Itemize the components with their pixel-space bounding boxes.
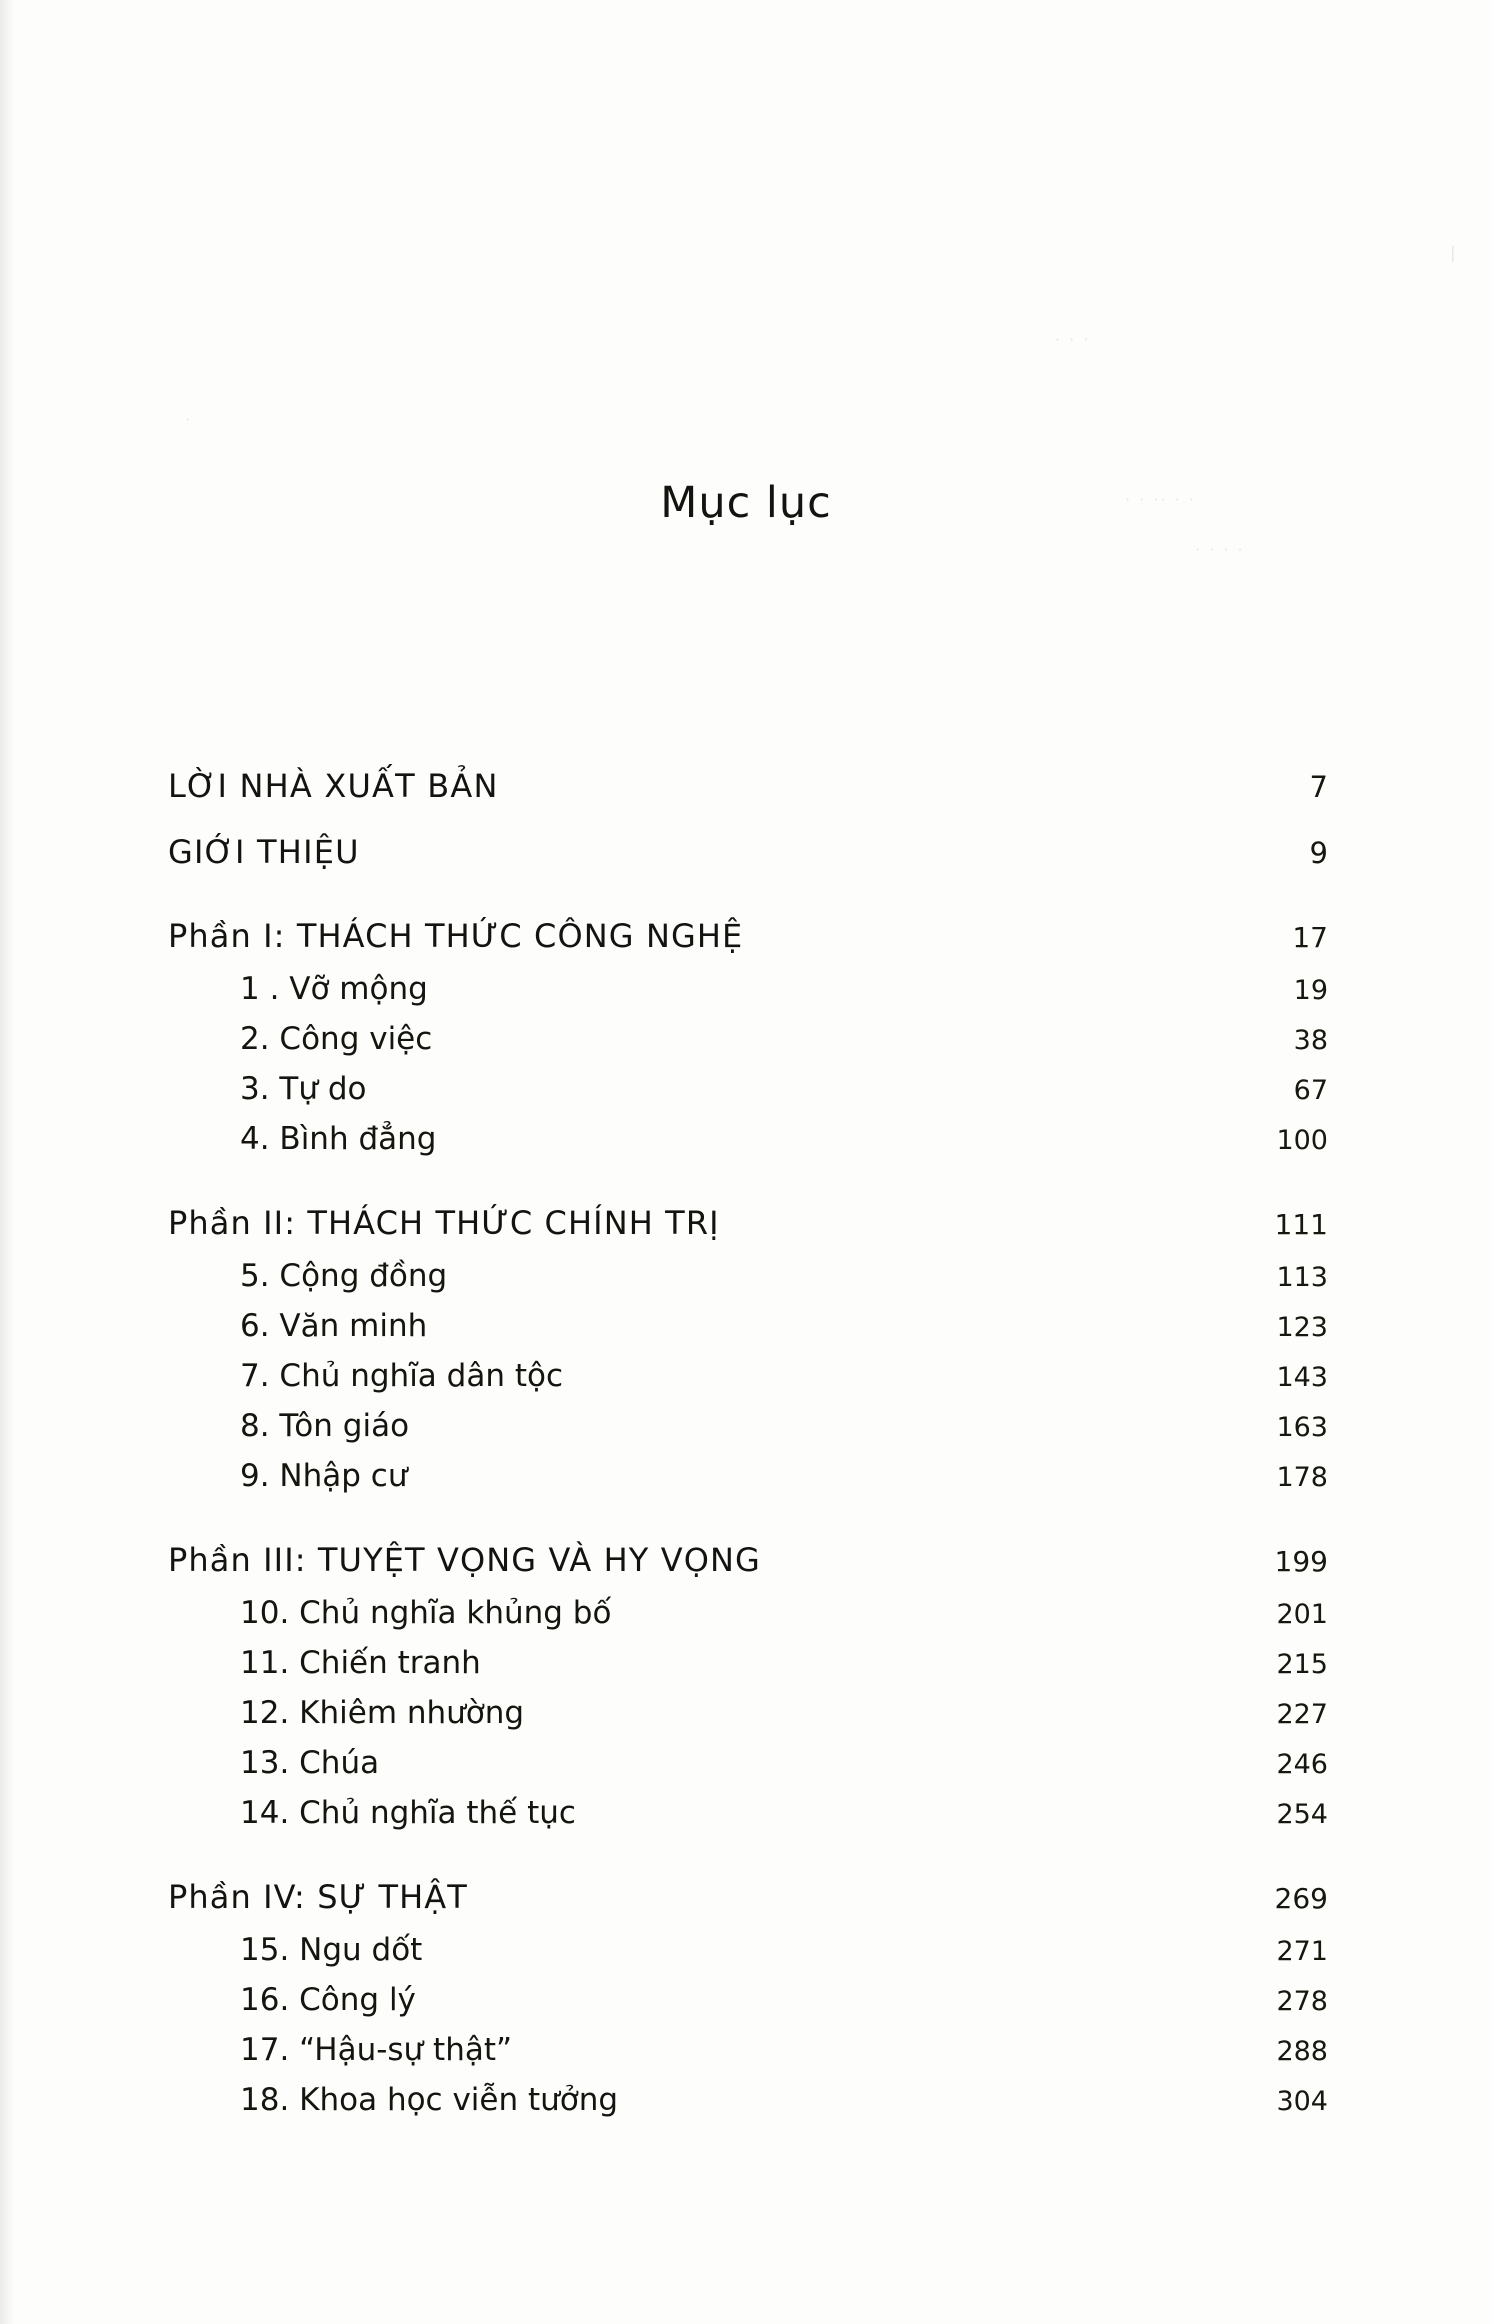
toc-chapter-label: 8. Tôn giáo [240, 1408, 410, 1444]
toc-chapter[interactable] [168, 1021, 1328, 1057]
toc-entry-page: 9 [1309, 836, 1328, 870]
toc-chapter-label: 2. Công việc [240, 1021, 433, 1057]
toc-chapter-label: 15. Ngu dốt [240, 1932, 423, 1968]
toc-chapter-page: 67 [1293, 1075, 1328, 1106]
toc-chapter[interactable] [168, 1795, 1328, 1831]
toc-chapter[interactable] [168, 1982, 1328, 2018]
toc-chapter-page: 113 [1276, 1262, 1328, 1293]
toc-chapter-page: 288 [1276, 2036, 1328, 2067]
toc-chapter-page: 178 [1276, 1462, 1328, 1493]
toc-entry-label: GIỚI THIỆU [168, 833, 360, 871]
toc-part-label: Phần III: TUYỆT VỌNG VÀ HY VỌNG [168, 1541, 761, 1579]
toc-chapter-label: 16. Công lý [240, 1982, 416, 2018]
toc-chapter[interactable] [168, 2082, 1328, 2118]
page-title: Mục lục [660, 478, 832, 528]
toc-chapter-label: 7. Chủ nghĩa dân tộc [240, 1358, 564, 1394]
toc-chapter-page: 38 [1293, 1025, 1328, 1056]
scan-artifact: · [185, 410, 193, 429]
toc-chapter[interactable] [168, 1121, 1328, 1157]
toc-chapter[interactable] [168, 2032, 1328, 2068]
toc-chapter-page: 304 [1276, 2086, 1328, 2117]
toc-chapter[interactable] [168, 1258, 1328, 1294]
toc-chapter[interactable] [168, 1458, 1328, 1494]
toc-chapter[interactable] [168, 1695, 1328, 1731]
toc-chapter-label: 14. Chủ nghĩa thế tục [240, 1795, 576, 1831]
toc-chapter-label: 12. Khiêm nhường [240, 1695, 525, 1731]
toc-chapter-label: 13. Chúa [240, 1745, 380, 1781]
toc-chapter-label: 18. Khoa học viễn tưởng [240, 2082, 619, 2118]
toc-part-group [168, 1878, 1328, 2118]
toc-chapter-label: 5. Cộng đồng [240, 1258, 448, 1294]
toc-chapter-label: 1 . Vỡ mộng [240, 971, 428, 1007]
toc-chapter-page: 278 [1276, 1986, 1328, 2017]
toc-chapter-page: 246 [1276, 1749, 1328, 1780]
toc-entry-front-matter[interactable] [168, 833, 1328, 871]
toc-chapter[interactable] [168, 1308, 1328, 1344]
toc-chapter[interactable] [168, 1645, 1328, 1681]
toc-entry-page: 7 [1309, 770, 1328, 804]
toc-chapter-label: 6. Văn minh [240, 1308, 428, 1344]
toc-chapter-label: 9. Nhập cư [240, 1458, 408, 1494]
toc-chapter[interactable] [168, 1358, 1328, 1394]
toc-part-group [168, 1204, 1328, 1494]
toc-entry-label: LỜI NHÀ XUẤT BẢN [168, 767, 499, 805]
scan-artifact: · · ·· · · [1125, 490, 1196, 509]
toc-chapter-label: 4. Bình đẳng [240, 1121, 437, 1157]
toc-chapter-page: 215 [1276, 1649, 1328, 1680]
toc-chapter[interactable] [168, 1745, 1328, 1781]
toc-chapter[interactable] [168, 1932, 1328, 1968]
toc-part-label: Phần IV: SỰ THẬT [168, 1878, 468, 1916]
toc-part-page: 17 [1292, 921, 1328, 954]
toc-chapter-page: 19 [1293, 975, 1328, 1006]
scan-artifact: · · · [1054, 329, 1091, 350]
toc-chapter-page: 100 [1276, 1125, 1328, 1156]
toc-entry-front-matter[interactable] [168, 767, 1328, 805]
toc-part-heading[interactable] [168, 1541, 1328, 1579]
toc-part-group [168, 917, 1328, 1157]
toc-part-heading[interactable] [168, 917, 1328, 955]
toc-part-page: 111 [1274, 1208, 1328, 1241]
toc-chapter-label: 17. “Hậu-sự thật” [240, 2032, 513, 2068]
toc-chapter[interactable] [168, 1071, 1328, 1107]
toc-part-heading[interactable] [168, 1204, 1328, 1242]
toc-chapter-page: 227 [1276, 1699, 1328, 1730]
toc-part-page: 269 [1274, 1882, 1328, 1915]
scan-artifact: · · · · [1195, 540, 1245, 559]
toc-chapter-page: 201 [1276, 1599, 1328, 1630]
toc-chapter-label: 10. Chủ nghĩa khủng bố [240, 1595, 612, 1631]
toc-part-page: 199 [1274, 1545, 1328, 1578]
toc-chapter[interactable] [168, 971, 1328, 1007]
toc-chapter-label: 3. Tự do [240, 1071, 367, 1107]
toc-chapter[interactable] [168, 1595, 1328, 1631]
toc-chapter-page: 163 [1276, 1412, 1328, 1443]
toc-chapter-page: 123 [1276, 1312, 1328, 1343]
toc-chapter-label: 11. Chiến tranh [240, 1645, 481, 1681]
table-of-contents [168, 767, 1328, 2135]
toc-chapter-page: 143 [1276, 1362, 1328, 1393]
toc-part-group [168, 1541, 1328, 1831]
scan-artifact: | [1450, 243, 1458, 262]
toc-part-heading[interactable] [168, 1878, 1328, 1916]
toc-chapter[interactable] [168, 1408, 1328, 1444]
toc-chapter-page: 254 [1276, 1799, 1328, 1830]
toc-chapter-page: 271 [1276, 1936, 1328, 1967]
toc-part-label: Phần II: THÁCH THỨC CHÍNH TRỊ [168, 1204, 720, 1242]
toc-part-label: Phần I: THÁCH THỨC CÔNG NGHỆ [168, 917, 744, 955]
